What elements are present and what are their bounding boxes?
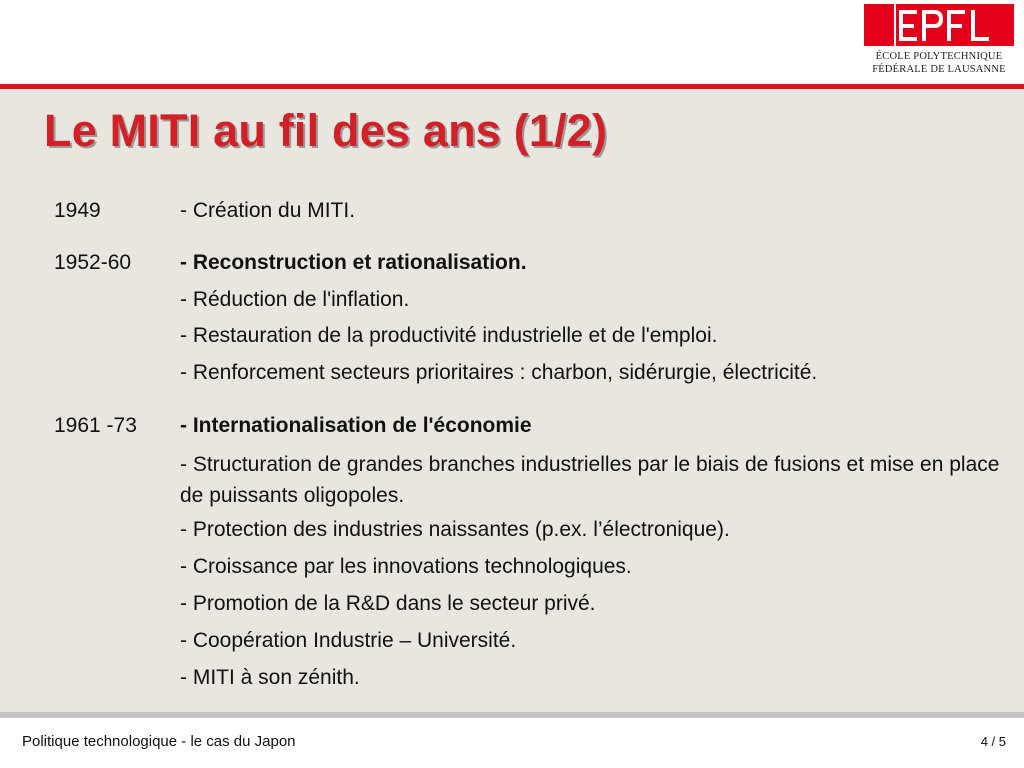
timeline [0, 89, 1024, 712]
period-item: - Protection des industries naissantes (p.ex. l’électronique). [180, 518, 730, 541]
period-item: - Restauration de la productivité industrielle et de l'emploi. [180, 324, 718, 347]
period-heading: - Reconstruction et rationalisation. [180, 251, 527, 274]
period-item: - Structuration de grandes branches industrielles par le biais de fusions et mise en place de puissants oligopoles. [180, 453, 1000, 507]
logo-line-1: ÉCOLE POLYTECHNIQUE [875, 51, 1003, 62]
period-year-1952-60: 1952-60 [54, 251, 132, 274]
header [0, 0, 1024, 84]
period-item: - Réduction de l'inflation. [180, 288, 410, 311]
epfl-logo [864, 4, 1014, 78]
footer [0, 718, 1024, 768]
slide-title: Le MITI au fil des ans (1/2) [44, 105, 608, 156]
period-heading: - Internationalisation de l'économie [180, 414, 532, 437]
period-item: - Renforcement secteurs prioritaires : charbon, sidérurgie, électricité. [180, 361, 818, 384]
period-year-1961-73: 1961 -73 [54, 414, 137, 437]
slide-body [0, 89, 1024, 712]
logo-line-2: FÉDÉRALE DE LAUSANNE [872, 64, 1006, 75]
period-item: - Coopération Industrie – Université. [180, 629, 517, 652]
footer-title: Politique technologique - le cas du Japon [22, 733, 296, 750]
period-item: - MITI à son zénith. [180, 666, 360, 689]
period-item: - Croissance par les innovations technologiques. [180, 555, 632, 578]
epfl-logo-text [864, 50, 1014, 76]
period-year-1949: 1949 [54, 199, 101, 222]
period-item: - Promotion de la R&D dans le secteur privé. [180, 592, 596, 615]
page-number: 4 / 5 [980, 734, 1006, 749]
epfl-logo-mark [864, 4, 1014, 46]
period-item: - Création du MITI. [180, 199, 356, 222]
